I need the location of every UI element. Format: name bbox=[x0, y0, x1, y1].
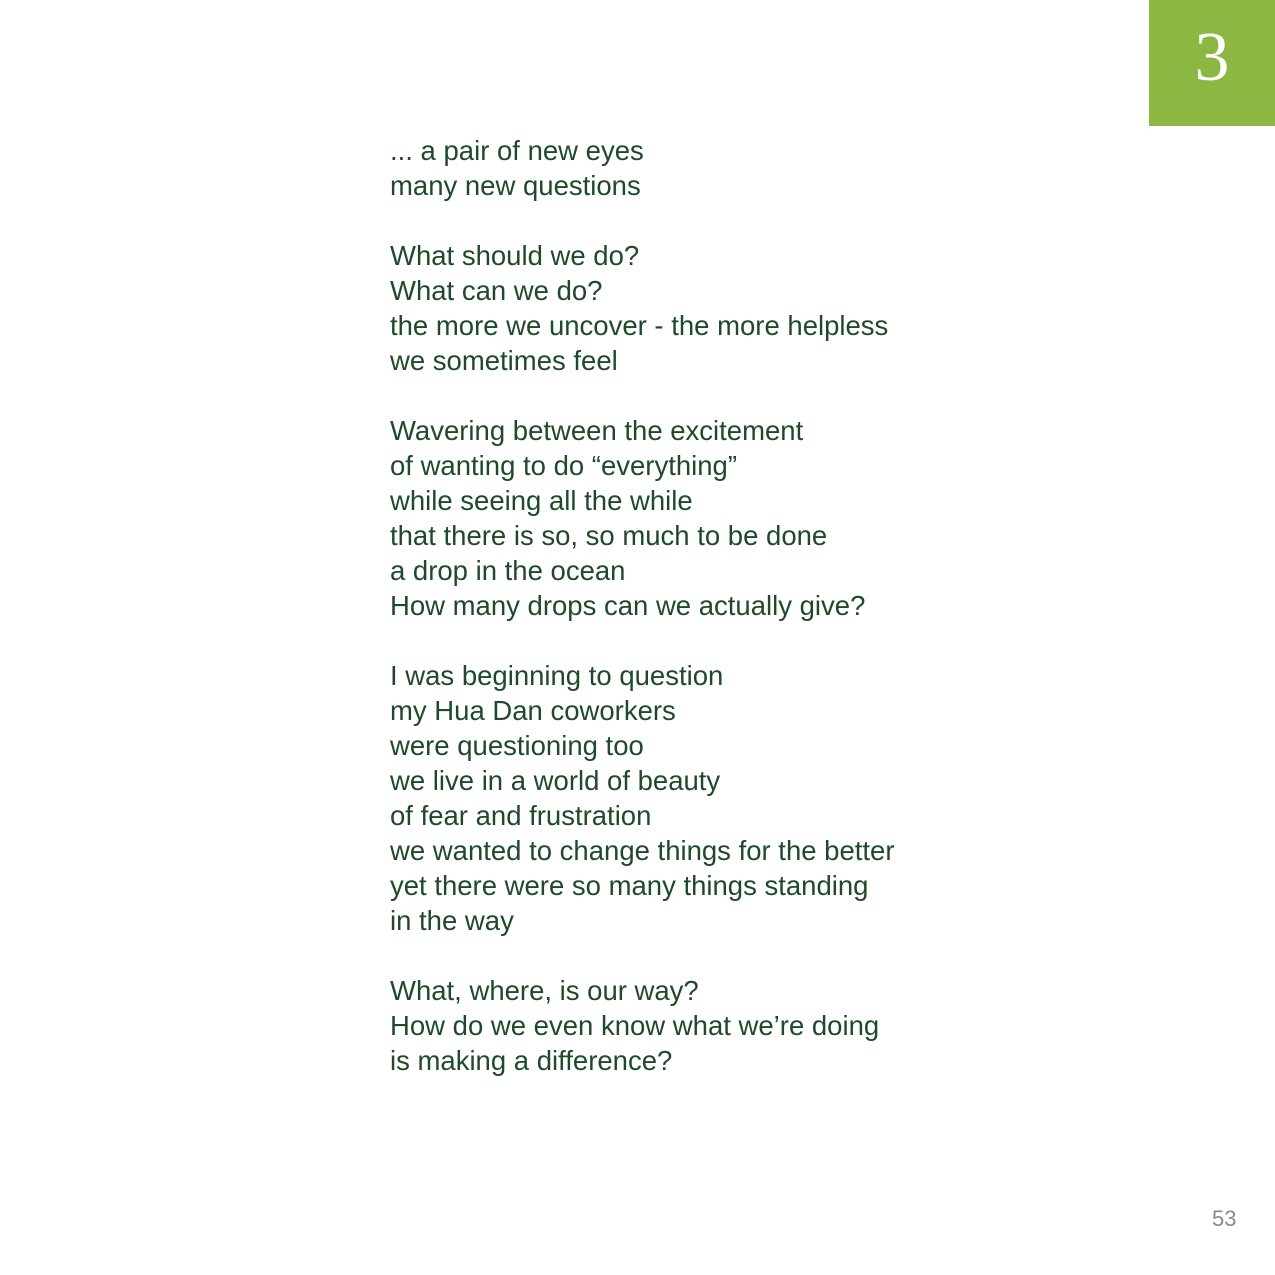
poem-line: What should we do? bbox=[390, 240, 640, 271]
poem-line: my Hua Dan coworkers bbox=[390, 695, 676, 726]
poem-line: while seeing all the while bbox=[390, 485, 693, 516]
poem-line: of fear and frustration bbox=[390, 800, 652, 831]
poem-line: yet there were so many things standing bbox=[390, 870, 869, 901]
poem-line: What can we do? bbox=[390, 275, 603, 306]
stanza-5 bbox=[390, 973, 990, 1078]
chapter-tab bbox=[1149, 0, 1275, 126]
poem-line: in the way bbox=[390, 905, 514, 936]
poem bbox=[390, 133, 990, 1113]
poem-line: that there is so, so much to be done bbox=[390, 520, 828, 551]
poem-line: we live in a world of beauty bbox=[390, 765, 721, 796]
poem-line: many new questions bbox=[390, 170, 641, 201]
poem-line: we sometimes feel bbox=[390, 345, 618, 376]
page-number: 53 bbox=[1212, 1206, 1237, 1231]
poem-line: I was beginning to question bbox=[390, 660, 724, 691]
poem-line: What, where, is our way? bbox=[390, 975, 699, 1006]
poem-line: How many drops can we actually give? bbox=[390, 590, 866, 621]
chapter-number: 3 bbox=[1194, 19, 1230, 96]
poem-line: is making a difference? bbox=[390, 1045, 673, 1076]
poem-line: ... a pair of new eyes bbox=[390, 135, 644, 166]
poem-line: the more we uncover - the more helpless bbox=[390, 310, 889, 341]
poem-line: were questioning too bbox=[390, 730, 644, 761]
stanza-2 bbox=[390, 238, 990, 378]
poem-line: we wanted to change things for the better bbox=[390, 835, 895, 866]
poem-line: How do we even know what we’re doing bbox=[390, 1010, 880, 1041]
poem-line: Wavering between the excitement bbox=[390, 415, 804, 446]
stanza-4 bbox=[390, 658, 990, 938]
poem-line: of wanting to do “everything” bbox=[390, 450, 737, 481]
stanza-1 bbox=[390, 133, 990, 203]
stanza-3 bbox=[390, 413, 990, 623]
poem-line: a drop in the ocean bbox=[390, 555, 626, 586]
